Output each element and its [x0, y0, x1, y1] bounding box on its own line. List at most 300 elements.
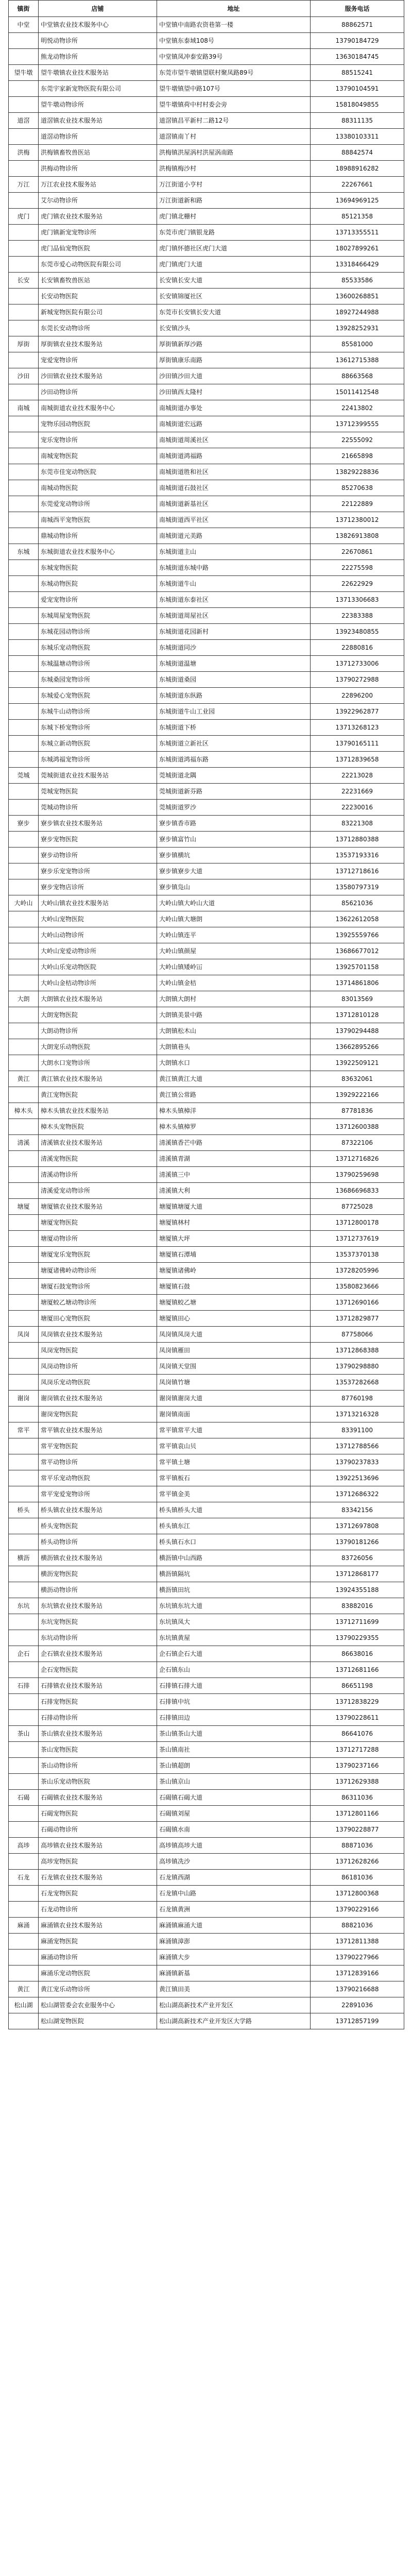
table-row: [9, 1790, 404, 1806]
cell-phone: 13714861806: [311, 975, 404, 991]
cell-name: 莞城动物诊所: [39, 800, 157, 816]
cell-name: 长安动物医院: [39, 289, 157, 304]
cell-town: [9, 720, 39, 736]
cell-address: 东城街道下桥: [157, 720, 311, 736]
cell-name: 东城温塘动物诊所: [39, 656, 157, 672]
cell-town: [9, 448, 39, 464]
cell-phone: 13712737619: [311, 1231, 404, 1247]
cell-town: [9, 1742, 39, 1758]
cell-town: 东城: [9, 544, 39, 560]
cell-town: 沙田: [9, 368, 39, 384]
cell-address: 大岭山镇连平: [157, 927, 311, 943]
table-row: [9, 1854, 404, 1870]
cell-phone: 13922513696: [311, 1470, 404, 1486]
cell-phone: 13790298880: [311, 1359, 404, 1375]
cell-phone: 13923480855: [311, 624, 404, 640]
cell-phone: 13712857199: [311, 2013, 404, 2029]
table-row: [9, 1007, 404, 1023]
cell-name: 石龙动物诊所: [39, 1902, 157, 1918]
cell-name: 企石宠物医院: [39, 1662, 157, 1678]
cell-address: 横沥镇田坑: [157, 1582, 311, 1598]
table-row: [9, 1502, 404, 1518]
cell-town: 麻涌: [9, 1918, 39, 1934]
cell-address: 石龙镇西湖: [157, 1870, 311, 1886]
cell-town: [9, 1151, 39, 1167]
table-row: [9, 1311, 404, 1327]
cell-phone: 13694969125: [311, 193, 404, 209]
cell-name: 茶山乐宠动物医院: [39, 1774, 157, 1790]
cell-phone: 13712800368: [311, 1886, 404, 1902]
cell-address: 莞城街道罗沙: [157, 800, 311, 816]
cell-name: 东莞宇家新宠物医院有限公司: [39, 81, 157, 97]
cell-town: [9, 161, 39, 177]
table-row: [9, 336, 404, 352]
table-row: [9, 480, 404, 496]
header-address: 地址: [157, 1, 311, 17]
cell-town: 凤岗: [9, 1327, 39, 1343]
cell-phone: 22880816: [311, 640, 404, 656]
cell-town: [9, 672, 39, 688]
cell-town: 虎门: [9, 209, 39, 225]
cell-town: [9, 832, 39, 848]
table-row: [9, 592, 404, 608]
cell-address: 东莞市望牛墩镇望联村聚凤路89号: [157, 65, 311, 81]
cell-name: 艾尔动物诊所: [39, 193, 157, 209]
cell-name: 莞城宠物医院: [39, 784, 157, 800]
cell-phone: 85621036: [311, 895, 404, 911]
table-row: [9, 1422, 404, 1438]
cell-phone: 83221308: [311, 816, 404, 832]
cell-town: [9, 2013, 39, 2029]
cell-phone: 86311036: [311, 1790, 404, 1806]
cell-name: 望牛墩动物诊所: [39, 97, 157, 113]
cell-address: 东坑镇东坑大道: [157, 1598, 311, 1614]
cell-address: 望牛墩镇荷中村村委会旁: [157, 97, 311, 113]
cell-address: 南城街道石鼓社区: [157, 480, 311, 496]
table-row: [9, 752, 404, 768]
table-row: [9, 1055, 404, 1071]
cell-address: 塘厦镇林村: [157, 1215, 311, 1231]
cell-address: 万江街道小亨村: [157, 177, 311, 193]
cell-address: 大朗镇巷头: [157, 1039, 311, 1055]
cell-address: 黄江镇公常路: [157, 1087, 311, 1103]
table-row: [9, 704, 404, 720]
cell-phone: 13712681166: [311, 1662, 404, 1678]
cell-phone: 13924355188: [311, 1582, 404, 1598]
cell-phone: 13929222166: [311, 1087, 404, 1103]
cell-name: 樟木头宠物医院: [39, 1119, 157, 1135]
cell-address: 石碣镇石碣大道: [157, 1790, 311, 1806]
cell-town: 中堂: [9, 17, 39, 33]
cell-town: [9, 1055, 39, 1071]
cell-phone: 13712717288: [311, 1742, 404, 1758]
cell-address: 石碣镇水南: [157, 1822, 311, 1838]
cell-town: [9, 1183, 39, 1199]
cell-name: 清溪爱宠动物诊所: [39, 1183, 157, 1199]
table-row: [9, 1997, 404, 2013]
cell-name: 塘厦诸佛岭动物诊所: [39, 1263, 157, 1279]
cell-name: 麻涌宠物医院: [39, 1934, 157, 1950]
cell-town: [9, 959, 39, 975]
cell-name: 大朗宠物医院: [39, 1007, 157, 1023]
cell-name: 茶山宠物医院: [39, 1742, 157, 1758]
cell-phone: 13712629388: [311, 1774, 404, 1790]
table-row: [9, 1614, 404, 1630]
cell-name: 桥头动物诊所: [39, 1534, 157, 1550]
cell-name: 塘厦宠物医院: [39, 1215, 157, 1231]
cell-name: 东城街道农业技术服务中心: [39, 544, 157, 560]
cell-name: 宠乐宠物诊所: [39, 432, 157, 448]
cell-address: 莞城街道新芬路: [157, 784, 311, 800]
table-row: [9, 1167, 404, 1183]
cell-address: 清溪镇大利: [157, 1183, 311, 1199]
cell-phone: 13686696833: [311, 1183, 404, 1199]
cell-phone: 13712690166: [311, 1295, 404, 1311]
cell-phone: 22555092: [311, 432, 404, 448]
cell-address: 企石镇东山: [157, 1662, 311, 1678]
cell-town: [9, 1534, 39, 1550]
cell-phone: 13712839166: [311, 1965, 404, 1981]
cell-town: [9, 1438, 39, 1454]
cell-town: 万江: [9, 177, 39, 193]
cell-address: 石排镇中坑: [157, 1694, 311, 1710]
cell-address: 塘厦镇蛟乙塘: [157, 1295, 311, 1311]
table-row: [9, 1566, 404, 1582]
table-row: [9, 1119, 404, 1135]
cell-address: 望牛墩镇望中路107号: [157, 81, 311, 97]
cell-town: [9, 1950, 39, 1965]
cell-name: 寮步镇农业技术服务站: [39, 816, 157, 832]
clinic-table: [8, 0, 404, 2029]
cell-name: 南城动物医院: [39, 480, 157, 496]
cell-town: [9, 927, 39, 943]
cell-name: 虎门镇新宠宠物诊所: [39, 225, 157, 241]
cell-name: 常平乐宠动物医院: [39, 1470, 157, 1486]
cell-town: 松山湖: [9, 1997, 39, 2013]
table-row: [9, 1838, 404, 1854]
cell-town: [9, 81, 39, 97]
cell-phone: 13712880388: [311, 832, 404, 848]
cell-phone: 13712600388: [311, 1119, 404, 1135]
cell-name: 东城鸿福宠物诊所: [39, 752, 157, 768]
cell-address: 东坑镇黄屋: [157, 1630, 311, 1646]
cell-name: 洪梅动物诊所: [39, 161, 157, 177]
table-row: [9, 1518, 404, 1534]
cell-town: [9, 1965, 39, 1981]
cell-town: [9, 1566, 39, 1582]
cell-phone: 13712801166: [311, 1806, 404, 1822]
table-row: [9, 81, 404, 97]
cell-name: 南城街道农业技术服务中心: [39, 400, 157, 416]
cell-address: 塘厦镇大坪: [157, 1231, 311, 1247]
cell-town: 茶山: [9, 1726, 39, 1742]
cell-address: 厚街镇康乐南路: [157, 352, 311, 368]
cell-town: 企石: [9, 1646, 39, 1662]
cell-phone: 13712868388: [311, 1343, 404, 1359]
cell-address: 寮步镇凫山: [157, 879, 311, 895]
cell-town: 高埗: [9, 1838, 39, 1854]
table-row: [9, 1822, 404, 1838]
table-row: [9, 927, 404, 943]
cell-town: 大岭山: [9, 895, 39, 911]
cell-phone: 85533586: [311, 273, 404, 289]
table-row: [9, 320, 404, 336]
cell-town: [9, 1454, 39, 1470]
cell-name: 塘厦镇农业技术服务站: [39, 1199, 157, 1215]
cell-phone: 13790181266: [311, 1534, 404, 1550]
table-row: [9, 879, 404, 895]
cell-town: 望牛墩: [9, 65, 39, 81]
cell-address: 常平镇金美: [157, 1486, 311, 1502]
table-row: [9, 129, 404, 145]
table-row: [9, 1343, 404, 1359]
cell-name: 高埗宠物医院: [39, 1854, 157, 1870]
cell-name: 塘厦蛟乙塘动物诊所: [39, 1295, 157, 1311]
cell-address: 凤岗镇雁田: [157, 1343, 311, 1359]
cell-phone: 18988916282: [311, 161, 404, 177]
table-row: [9, 1486, 404, 1502]
table-row: [9, 1630, 404, 1646]
table-row: [9, 1087, 404, 1103]
cell-name: 黄江宠物医院: [39, 1087, 157, 1103]
cell-address: 南城街道办事处: [157, 400, 311, 416]
cell-name: 道滘镇农业技术服务站: [39, 113, 157, 129]
cell-address: 茶山镇南社: [157, 1742, 311, 1758]
cell-name: 莞城街道农业技术服务站: [39, 768, 157, 784]
cell-phone: 13790237833: [311, 1454, 404, 1470]
cell-address: 南城街道周溪社区: [157, 432, 311, 448]
cell-town: [9, 1247, 39, 1263]
cell-town: [9, 289, 39, 304]
table-row: [9, 768, 404, 784]
cell-phone: 13580823666: [311, 1279, 404, 1295]
cell-town: [9, 1582, 39, 1598]
cell-address: 清溪镇青湖: [157, 1151, 311, 1167]
table-row: [9, 209, 404, 225]
cell-address: 企石镇企石大道: [157, 1646, 311, 1662]
table-row: [9, 2013, 404, 2029]
table-row: [9, 17, 404, 33]
cell-address: 东莞市长安镇长安大道: [157, 304, 311, 320]
cell-address: 寮步镇寮步大道: [157, 863, 311, 879]
cell-address: 东莞市虎门镇银龙路: [157, 225, 311, 241]
cell-name: 凤岗乐宠动物医院: [39, 1375, 157, 1391]
cell-address: 常平镇袁山贝: [157, 1438, 311, 1454]
table-row: [9, 113, 404, 129]
cell-phone: 13712716826: [311, 1151, 404, 1167]
cell-phone: 13790227966: [311, 1950, 404, 1965]
cell-name: 寮步动物诊所: [39, 848, 157, 863]
cell-phone: 13600268851: [311, 289, 404, 304]
cell-name: 中堂镇农业技术服务中心: [39, 17, 157, 33]
cell-phone: 13712800178: [311, 1215, 404, 1231]
table-row: [9, 640, 404, 656]
cell-town: [9, 1007, 39, 1023]
cell-name: 常平动物诊所: [39, 1454, 157, 1470]
cell-phone: 21665898: [311, 448, 404, 464]
cell-town: [9, 512, 39, 528]
cell-address: 黄江镇田美: [157, 1981, 311, 1997]
cell-phone: 85581000: [311, 336, 404, 352]
cell-name: 大岭山宠物医院: [39, 911, 157, 927]
cell-town: [9, 656, 39, 672]
cell-town: [9, 1406, 39, 1422]
cell-town: [9, 241, 39, 257]
table-row: [9, 1375, 404, 1391]
cell-town: [9, 1295, 39, 1311]
cell-address: 长安镇锦厦社区: [157, 289, 311, 304]
cell-town: [9, 688, 39, 704]
cell-address: 东城街道牛山: [157, 576, 311, 592]
cell-phone: 13712628266: [311, 1854, 404, 1870]
cell-phone: 13318466429: [311, 257, 404, 273]
cell-address: 大朗镇大朗村: [157, 991, 311, 1007]
cell-address: 虎门镇怀德社区虎门大道: [157, 241, 311, 257]
cell-town: [9, 863, 39, 879]
cell-name: 东莞长安动物诊所: [39, 320, 157, 336]
cell-town: [9, 1359, 39, 1375]
cell-phone: 13712711699: [311, 1614, 404, 1630]
table-row: [9, 496, 404, 512]
cell-town: [9, 640, 39, 656]
cell-address: 桥头镇石水口: [157, 1534, 311, 1550]
cell-town: [9, 704, 39, 720]
cell-address: 东城街道立新社区: [157, 736, 311, 752]
table-row: [9, 1438, 404, 1454]
cell-name: 松山湖宠物医院: [39, 2013, 157, 2029]
table-row: [9, 289, 404, 304]
cell-address: 横沥镇隔坑: [157, 1566, 311, 1582]
table-row: [9, 832, 404, 848]
cell-phone: 22267661: [311, 177, 404, 193]
table-row: [9, 193, 404, 209]
cell-address: 凤岗镇天堂围: [157, 1359, 311, 1375]
table-row: [9, 368, 404, 384]
cell-name: 东城牛山动物诊所: [39, 704, 157, 720]
cell-address: 万江街道新和路: [157, 193, 311, 209]
cell-town: [9, 1039, 39, 1055]
cell-name: 常平宠爱宠物诊所: [39, 1486, 157, 1502]
table-row: [9, 800, 404, 816]
table-row: [9, 1359, 404, 1375]
cell-town: [9, 1662, 39, 1678]
table-row: [9, 464, 404, 480]
cell-address: 石排镇石排大道: [157, 1678, 311, 1694]
cell-phone: 13537370138: [311, 1247, 404, 1263]
cell-name: 塘厦动物诊所: [39, 1231, 157, 1247]
table-row: [9, 1391, 404, 1406]
table-row: [9, 1710, 404, 1726]
table-row: [9, 1327, 404, 1343]
cell-name: 麻涌镇农业技术服务站: [39, 1918, 157, 1934]
cell-town: [9, 879, 39, 895]
cell-town: [9, 1470, 39, 1486]
cell-address: 凤岗镇凤岗大道: [157, 1327, 311, 1343]
cell-town: [9, 480, 39, 496]
table-row: [9, 512, 404, 528]
table-row: [9, 848, 404, 863]
cell-town: [9, 1822, 39, 1838]
cell-town: 谢岗: [9, 1391, 39, 1406]
table-row: [9, 1215, 404, 1231]
cell-address: 高埗镇高埗大道: [157, 1838, 311, 1854]
cell-address: 长安镇长安大道: [157, 273, 311, 289]
cell-phone: 13790165111: [311, 736, 404, 752]
table-row: [9, 560, 404, 576]
cell-town: [9, 736, 39, 752]
cell-address: 黄江镇黄江大道: [157, 1071, 311, 1087]
cell-address: 谢岗镇谢岗大道: [157, 1391, 311, 1406]
cell-address: 南城街道西平社区: [157, 512, 311, 528]
table-row: [9, 1103, 404, 1119]
table-row: [9, 1646, 404, 1662]
cell-name: 虎门品仙宠物医院: [39, 241, 157, 257]
cell-town: [9, 1630, 39, 1646]
cell-address: 清溪镇香芒中路: [157, 1135, 311, 1151]
table-row: [9, 1534, 404, 1550]
cell-town: [9, 1758, 39, 1774]
cell-phone: 13713306683: [311, 592, 404, 608]
cell-name: 沙田镇农业技术服务站: [39, 368, 157, 384]
cell-address: 东城街道牛山工业园: [157, 704, 311, 720]
cell-name: 大朗水口宠物诊所: [39, 1055, 157, 1071]
cell-name: 石排宠物医院: [39, 1694, 157, 1710]
cell-town: [9, 257, 39, 273]
cell-phone: 22896200: [311, 688, 404, 704]
table-row: [9, 959, 404, 975]
cell-phone: 13537193316: [311, 848, 404, 863]
cell-address: 沙田镇西太隆村: [157, 384, 311, 400]
cell-address: 洪梅镇梅沙村: [157, 161, 311, 177]
cell-name: 虎门镇农业技术服务站: [39, 209, 157, 225]
cell-name: 樟木头镇农业技术服务站: [39, 1103, 157, 1119]
cell-name: 新城宠物医院有限公司: [39, 304, 157, 320]
cell-name: 宠爱宠物诊所: [39, 352, 157, 368]
cell-name: 东坑动物诊所: [39, 1630, 157, 1646]
table-row: [9, 145, 404, 161]
table-row: [9, 1678, 404, 1694]
cell-address: 寮步镇富竹山: [157, 832, 311, 848]
table-row: [9, 1263, 404, 1279]
cell-address: 石排镇田边: [157, 1710, 311, 1726]
cell-town: [9, 1902, 39, 1918]
table-row: [9, 991, 404, 1007]
cell-phone: 13712829877: [311, 1311, 404, 1327]
cell-phone: 13612715388: [311, 352, 404, 368]
table-row: [9, 1071, 404, 1087]
cell-town: 清溪: [9, 1135, 39, 1151]
cell-town: [9, 1886, 39, 1902]
cell-address: 麻涌镇漳澎: [157, 1934, 311, 1950]
cell-town: 洪梅: [9, 145, 39, 161]
cell-address: 虎门镇虎门大道: [157, 257, 311, 273]
cell-town: [9, 848, 39, 863]
cell-town: 横沥: [9, 1550, 39, 1566]
cell-phone: 13630184745: [311, 49, 404, 65]
cell-name: 鼎城动物诊所: [39, 528, 157, 544]
table-row: [9, 1135, 404, 1151]
cell-address: 清溪镇三中: [157, 1167, 311, 1183]
cell-town: [9, 752, 39, 768]
cell-address: 松山湖高新技术产业开发区大学路: [157, 2013, 311, 2029]
cell-address: 桥头镇东江: [157, 1518, 311, 1534]
cell-name: 常平镇农业技术服务站: [39, 1422, 157, 1438]
cell-name: 塘厦田心宠物医院: [39, 1311, 157, 1327]
cell-phone: 83632061: [311, 1071, 404, 1087]
cell-town: [9, 528, 39, 544]
cell-address: 东城街道东泰社区: [157, 592, 311, 608]
cell-name: 东坑宠物医院: [39, 1614, 157, 1630]
